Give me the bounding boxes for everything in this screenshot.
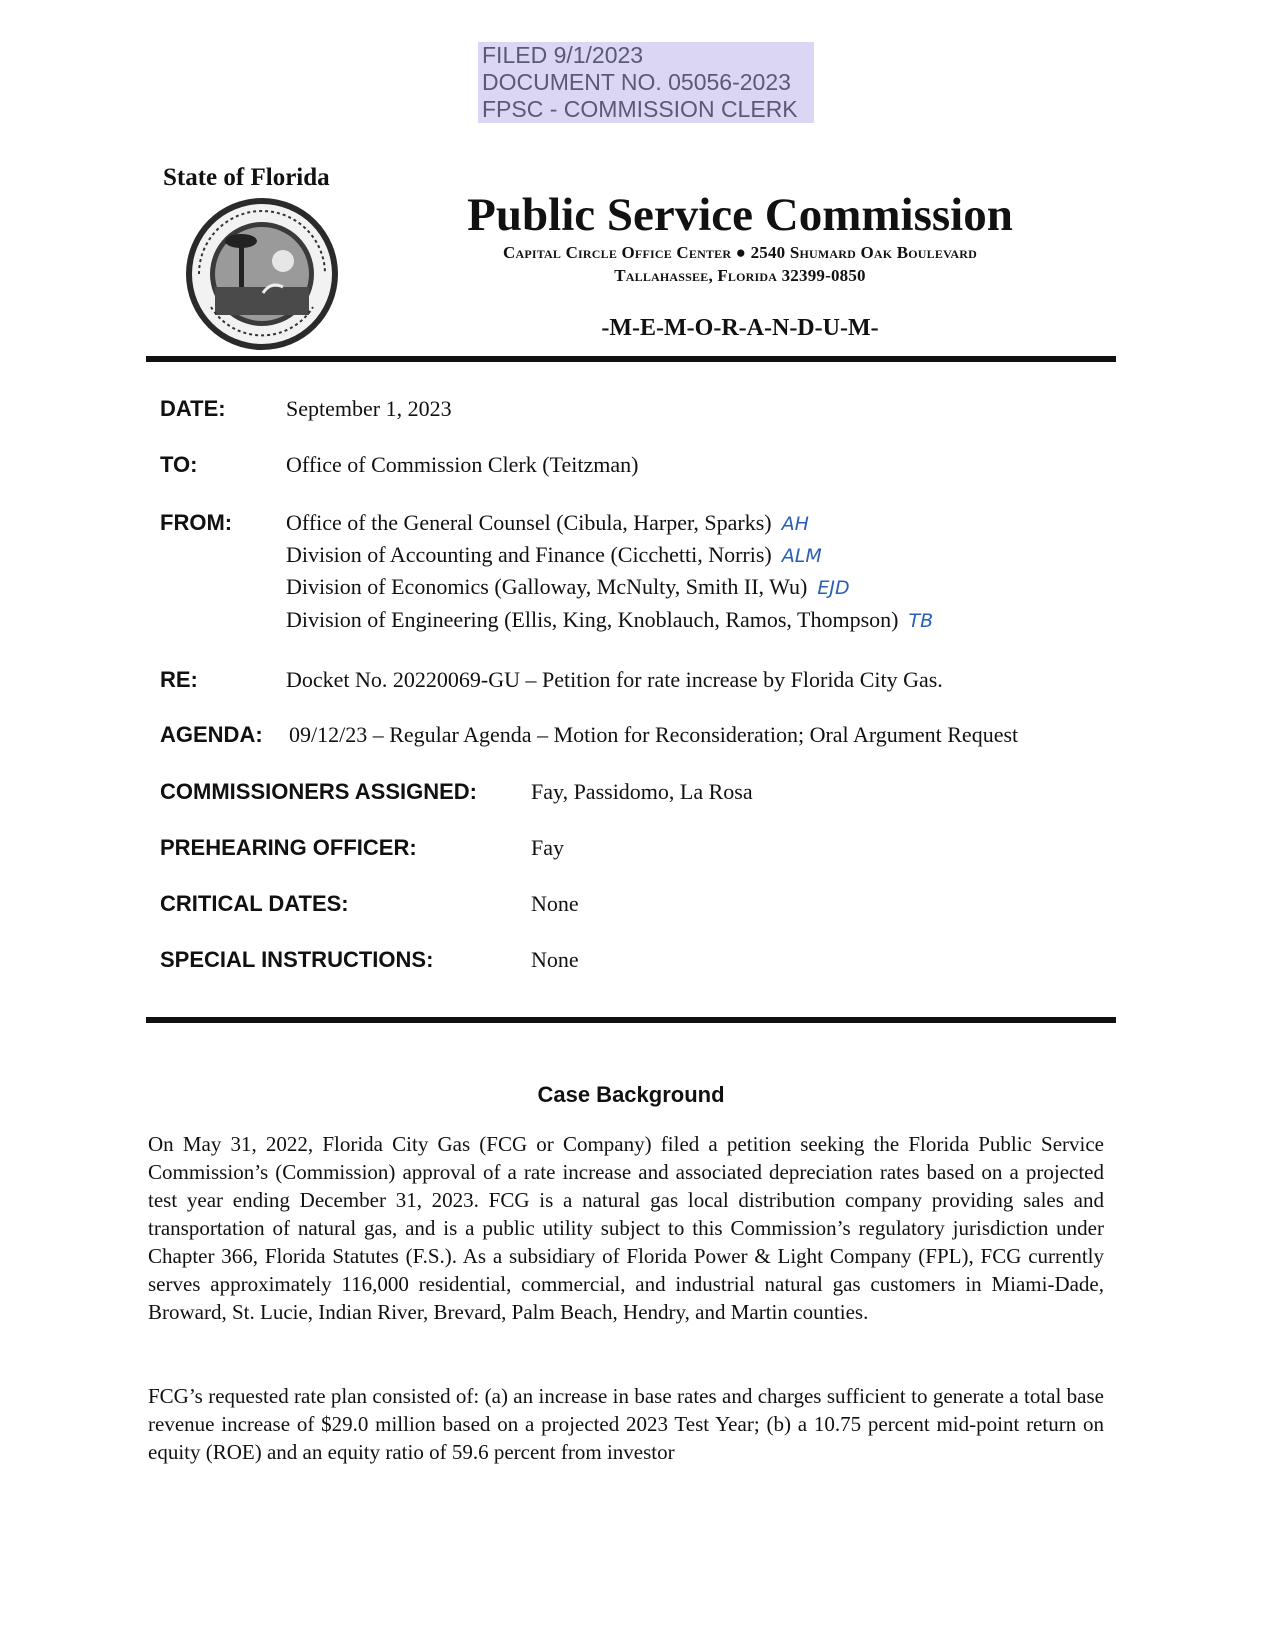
section-heading: Case Background (537, 1082, 725, 1107)
from-line (286, 542, 822, 568)
from-line-text: Office of the General Counsel (Cibula, Harper, Sparks) (286, 510, 772, 535)
initials-signature: ALM (781, 545, 822, 567)
to-value: Office of Commission Clerk (Teitzman) (286, 452, 639, 477)
special-instructions-label: SPECIAL INSTRUCTIONS: (160, 947, 434, 972)
commissioners-value: Fay, Passidomo, La Rosa (531, 779, 753, 804)
critical-dates-label: CRITICAL DATES: (160, 891, 349, 916)
special-instructions-value: None (531, 947, 579, 972)
address-line-2: Tallahassee, Florida 32399-0850 (614, 266, 866, 285)
agenda-value: 09/12/23 – Regular Agenda – Motion for Reconsideration; Oral Argument Request (289, 722, 1019, 747)
re-label: RE: (160, 667, 198, 692)
state-seal-icon (183, 195, 341, 353)
re-value: Docket No. 20220069-GU – Petition for rate increase by Florida City Gas. (286, 667, 943, 692)
address-line-1: Capital Circle Office Center ● 2540 Shumard Oak Boulevard (503, 243, 977, 262)
critical-dates-value: None (531, 891, 579, 916)
memorandum-heading: -M-E-M-O-R-A-N-D-U-M- (601, 315, 879, 341)
prehearing-value: Fay (531, 835, 564, 860)
from-line (286, 607, 933, 633)
commission-title: Public Service Commission (467, 189, 1013, 241)
stamp-document-number: DOCUMENT NO. 05056-2023 (482, 69, 791, 95)
from-line-text: Division of Economics (Galloway, McNulty, Smith II, Wu) (286, 574, 808, 599)
body-paragraph: On May 31, 2022, Florida City Gas (FCG or Company) filed a petition seeking the Florida Public Service Commission’s (Commission) approval of a rate increase and associated depreciation rates based on a projected test year ending December 31, 2023. FCG is a natural gas local distribution company providing sales and transportation of natural gas, and is a public utility subject to this Commission’s regulatory jurisdiction under Chapter 366, Florida Statutes (F.S.). As a subsidiary of Florida Power & Light Company (FPL), FCG currently serves approximately 116,000 residential, commercial, and industrial natural gas customers in Miami-Dade, Broward, St. Lucie, Indian River, Brevard, Palm Beach, Hendry, and Martin counties. (148, 1132, 1104, 1324)
stamp-filed-date: FILED 9/1/2023 (482, 42, 644, 68)
filing-stamp (478, 42, 814, 123)
initials-signature: AH (781, 513, 809, 535)
from-line (286, 574, 850, 600)
to-label: TO: (160, 452, 198, 477)
from-line-text: Division of Accounting and Finance (Cicchetti, Norris) (286, 542, 772, 567)
date-value: September 1, 2023 (286, 396, 452, 421)
from-label: FROM: (160, 510, 233, 535)
commissioners-label: COMMISSIONERS ASSIGNED: (160, 779, 477, 804)
agenda-label: AGENDA: (160, 722, 263, 747)
initials-signature: TB (908, 610, 934, 632)
body-paragraph: FCG’s requested rate plan consisted of: (a) an increase in base rates and charges sufficient to generate a total base revenue increase of $29.0 million based on a projected 2023 Test Year; (b) a 10.75 percent mid-point return on equity (ROE) and an equity ratio of 59.6 percent from investor (148, 1384, 1104, 1464)
bottom-divider (146, 1017, 1116, 1023)
top-divider (146, 356, 1116, 362)
state-label: State of Florida (163, 164, 330, 191)
from-line (286, 510, 809, 536)
from-line-text: Division of Engineering (Ellis, King, Knoblauch, Ramos, Thompson) (286, 607, 899, 632)
initials-signature: EJD (817, 577, 850, 599)
stamp-clerk: FPSC - COMMISSION CLERK (482, 96, 798, 122)
date-label: DATE: (160, 396, 226, 421)
prehearing-label: PREHEARING OFFICER: (160, 835, 417, 860)
